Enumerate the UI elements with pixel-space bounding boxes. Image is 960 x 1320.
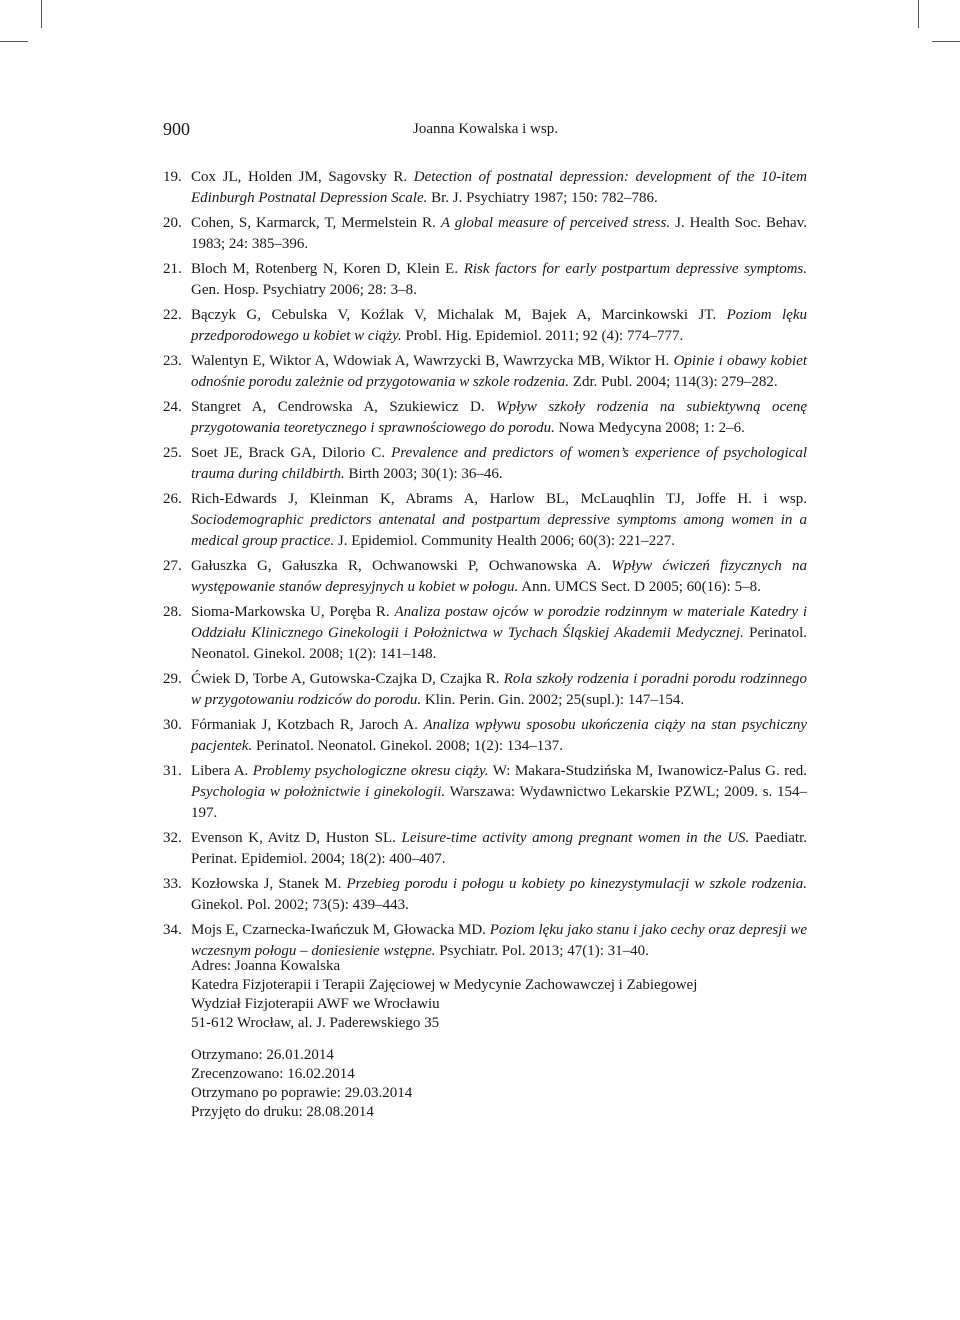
reference-item xyxy=(163,213,807,255)
reference-title: Wpływ szkoły rodzenia na subiektywną ocenę przygotowania teoretycznego i sprawnościowego do porodu. xyxy=(191,399,808,436)
reference-number: 27. xyxy=(163,558,182,574)
reference-text xyxy=(191,669,807,711)
page-header xyxy=(163,119,808,145)
reference-text xyxy=(191,167,807,209)
reference-list xyxy=(163,167,807,966)
reference-title: Przebieg porodu i połogu u kobiety po kinezystymulacji w szkole rodzenia. xyxy=(346,876,808,892)
reference-number: 26. xyxy=(163,491,182,507)
reference-item xyxy=(163,715,807,757)
reference-text xyxy=(191,828,807,870)
reference-item xyxy=(163,920,807,962)
reference-authors: Rich-Edwards J, Kleinman K, Abrams A, Harlow BL, McLauqhlin TJ, Joffe H. i wsp. xyxy=(191,491,807,507)
reference-authors: Bączyk G, Cebulska V, Koźlak V, Michalak M, Bajek A, Marcinkowski JT. xyxy=(191,307,717,323)
address-line: Katedra Fizjoterapii i Terapii Zajęciowej w Medycynie Zachowawczej i Zabiegowej xyxy=(191,977,698,993)
reference-title: Analiza postaw ojców w porodzie rodzinnym w materiale Katedry i Oddziału Klinicznego Ginekologii i Położnictwa w Tychach Śląskiej Akademii Medycznej. xyxy=(191,604,807,641)
address-line: Adres: Joanna Kowalska xyxy=(191,958,341,974)
reference-text xyxy=(191,351,807,393)
reference-text xyxy=(191,602,807,665)
reference-authors: Walentyn E, Wiktor A, Wdowiak A, Wawrzycki B, Wawrzycka MB, Wiktor H. xyxy=(191,353,670,369)
reference-source: Birth 2003; 30(1): 36–46. xyxy=(348,466,503,482)
reference-item xyxy=(163,305,807,347)
reference-authors: Cox JL, Holden JM, Sagovsky R. xyxy=(191,169,408,185)
reference-title: Prevalence and predictors of women’s experience of psychological trauma during childbirth. xyxy=(191,445,808,482)
reference-source: J. Health Soc. Behav. 1983; 24: 385–396. xyxy=(191,215,807,252)
reference-number: 23. xyxy=(163,353,182,369)
reference-item xyxy=(163,828,807,870)
reference-text xyxy=(191,259,807,301)
reference-number: 31. xyxy=(163,763,182,779)
reference-item xyxy=(163,489,807,552)
reference-item xyxy=(163,351,807,393)
reference-text xyxy=(191,715,807,757)
reference-text xyxy=(191,305,807,347)
reference-source: Psychiatr. Pol. 2013; 47(1): 31–40. xyxy=(439,943,649,959)
reference-item xyxy=(163,443,807,485)
dates-line: Otrzymano po poprawie: 29.03.2014 xyxy=(191,1085,413,1101)
reference-text xyxy=(191,213,807,255)
reference-authors: Gałuszka G, Gałuszka R, Ochwanowski P, Ochwanowska A. xyxy=(191,558,602,574)
reference-source: Paediatr. Perinat. Epidemiol. 2004; 18(2): 400–407. xyxy=(191,830,807,867)
reference-number: 30. xyxy=(163,717,182,733)
reference-number: 24. xyxy=(163,399,182,415)
reference-source: Perinatol. Neonatol. Ginekol. 2008; 1(2): 141–148. xyxy=(191,625,808,662)
crop-mark-top-right-v xyxy=(918,0,919,28)
reference-source: Zdr. Publ. 2004; 114(3): 279–282. xyxy=(572,374,778,390)
reference-authors: Libera A. xyxy=(191,763,249,779)
reference-source: Probl. Hig. Epidemiol. 2011; 92 (4): 774–777. xyxy=(405,328,684,344)
reference-authors: Fórmaniak J, Kotzbach R, Jaroch A. xyxy=(191,717,418,733)
reference-title: Poziom lęku jako stanu i jako cechy oraz depresji we wczesnym połogu – doniesienie wstępne. xyxy=(191,922,808,959)
reference-source: Nowa Medycyna 2008; 1: 2–6. xyxy=(558,420,745,436)
reference-title: Leisure-time activity among pregnant women in the US. xyxy=(401,830,750,846)
page-number: 900 xyxy=(163,119,190,139)
reference-authors: Mojs E, Czarnecka-Iwańczuk M, Głowacka MD. xyxy=(191,922,486,938)
address-line: 51-612 Wrocław, al. J. Paderewskiego 35 xyxy=(191,1015,440,1031)
reference-authors: Cohen, S, Karmarck, T, Mermelstein R. xyxy=(191,215,436,231)
reference-number: 21. xyxy=(163,261,182,277)
reference-title: Rola szkoły rodzenia i poradni porodu rodzinnego w przygotowaniu rodziców do porodu. xyxy=(191,671,808,708)
reference-authors: Sioma-Markowska U, Poręba R. xyxy=(191,604,390,620)
reference-title: Wpływ ćwiczeń fizycznych na występowanie stanów depresyjnych u kobiet w połogu. xyxy=(191,558,807,595)
reference-text xyxy=(191,556,807,598)
reference-authors: Bloch M, Rotenberg N, Koren D, Klein E. xyxy=(191,261,459,277)
reference-text xyxy=(191,397,807,439)
reference-number: 28. xyxy=(163,604,182,620)
reference-source: Ginekol. Pol. 2002; 73(5): 439–443. xyxy=(191,897,409,913)
publication-dates xyxy=(191,1046,412,1122)
dates-line: Otrzymano: 26.01.2014 xyxy=(191,1047,334,1063)
reference-item xyxy=(163,167,807,209)
running-head: Joanna Kowalska i wsp. xyxy=(413,121,558,137)
reference-authors: Kozłowska J, Stanek M. xyxy=(191,876,342,892)
reference-number: 25. xyxy=(163,445,182,461)
reference-text xyxy=(191,443,807,485)
reference-title: Analiza wpływu sposobu ukończenia ciąży na stan psychiczny pacjentek. xyxy=(191,717,807,754)
reference-item xyxy=(163,556,807,598)
reference-item xyxy=(163,259,807,301)
reference-text xyxy=(191,874,807,916)
reference-authors: Stangret A, Cendrowska A, Szukiewicz D. xyxy=(191,399,485,415)
reference-source: Perinatol. Neonatol. Ginekol. 2008; 1(2): 134–137. xyxy=(255,738,564,754)
reference-item xyxy=(163,874,807,916)
reference-number: 29. xyxy=(163,671,182,687)
reference-item xyxy=(163,669,807,711)
reference-title: Poziom lęku przedporodowego u kobiet w ciąży. xyxy=(191,307,808,344)
correspondence-address xyxy=(191,957,697,1033)
reference-authors: Ćwiek D, Torbe A, Gutowska-Czajka D, Czajka R. xyxy=(191,671,500,687)
reference-number: 34. xyxy=(163,922,182,938)
reference-number: 32. xyxy=(163,830,182,846)
reference-text xyxy=(191,489,807,552)
reference-source: Klin. Perin. Gin. 2002; 25(supl.): 147–154. xyxy=(424,692,685,708)
reference-item xyxy=(163,602,807,665)
reference-title: Sociodemographic predictors antenatal and postpartum depressive symptoms among women in a medical group practice. xyxy=(191,512,807,549)
address-line: Wydział Fizjoterapii AWF we Wrocławiu xyxy=(191,996,440,1012)
reference-title: Risk factors for early postpartum depressive symptoms. xyxy=(463,261,807,277)
dates-line: Przyjęto do druku: 28.08.2014 xyxy=(191,1104,374,1120)
reference-source: Br. J. Psychiatry 1987; 150: 782–786. xyxy=(431,190,658,206)
reference-number: 20. xyxy=(163,215,182,231)
reference-title: A global measure of perceived stress. xyxy=(440,215,671,231)
crop-mark-top-left xyxy=(0,41,28,42)
reference-source: J. Epidemiol. Community Health 2006; 60(3): 221–227. xyxy=(337,533,675,549)
reference-number: 19. xyxy=(163,169,182,185)
reference-authors: Soet JE, Brack GA, Dilorio C. xyxy=(191,445,386,461)
reference-item xyxy=(163,761,807,824)
reference-number: 22. xyxy=(163,307,182,323)
reference-title: Detection of postnatal depression: development of the 10-item Edinburgh Postnatal Depression Scale. xyxy=(191,169,808,206)
reference-source: W: Makara-Studzińska M, Iwanowicz-Palus G. red. Psychologia w położnictwie i ginekologii. Warszawa: Wydawnictwo Lekarskie PZWL; 2009. s. 154–197. xyxy=(191,763,808,821)
reference-text xyxy=(191,761,807,824)
reference-text xyxy=(191,920,807,962)
reference-source: Ann. UMCS Sect. D 2005; 60(16): 5–8. xyxy=(521,579,761,595)
reference-title: Problemy psychologiczne okresu ciąży. xyxy=(252,763,489,779)
reference-number: 33. xyxy=(163,876,182,892)
reference-authors: Evenson K, Avitz D, Huston SL. xyxy=(191,830,396,846)
reference-item xyxy=(163,397,807,439)
crop-mark-top-left-v xyxy=(41,0,42,28)
crop-mark-top-right xyxy=(932,41,960,42)
reference-source: Gen. Hosp. Psychiatry 2006; 28: 3–8. xyxy=(191,282,417,298)
reference-title: Opinie i obawy kobiet odnośnie porodu zależnie od przygotowania w szkole rodzenia. xyxy=(191,353,807,390)
dates-line: Zrecenzowano: 16.02.2014 xyxy=(191,1066,355,1082)
